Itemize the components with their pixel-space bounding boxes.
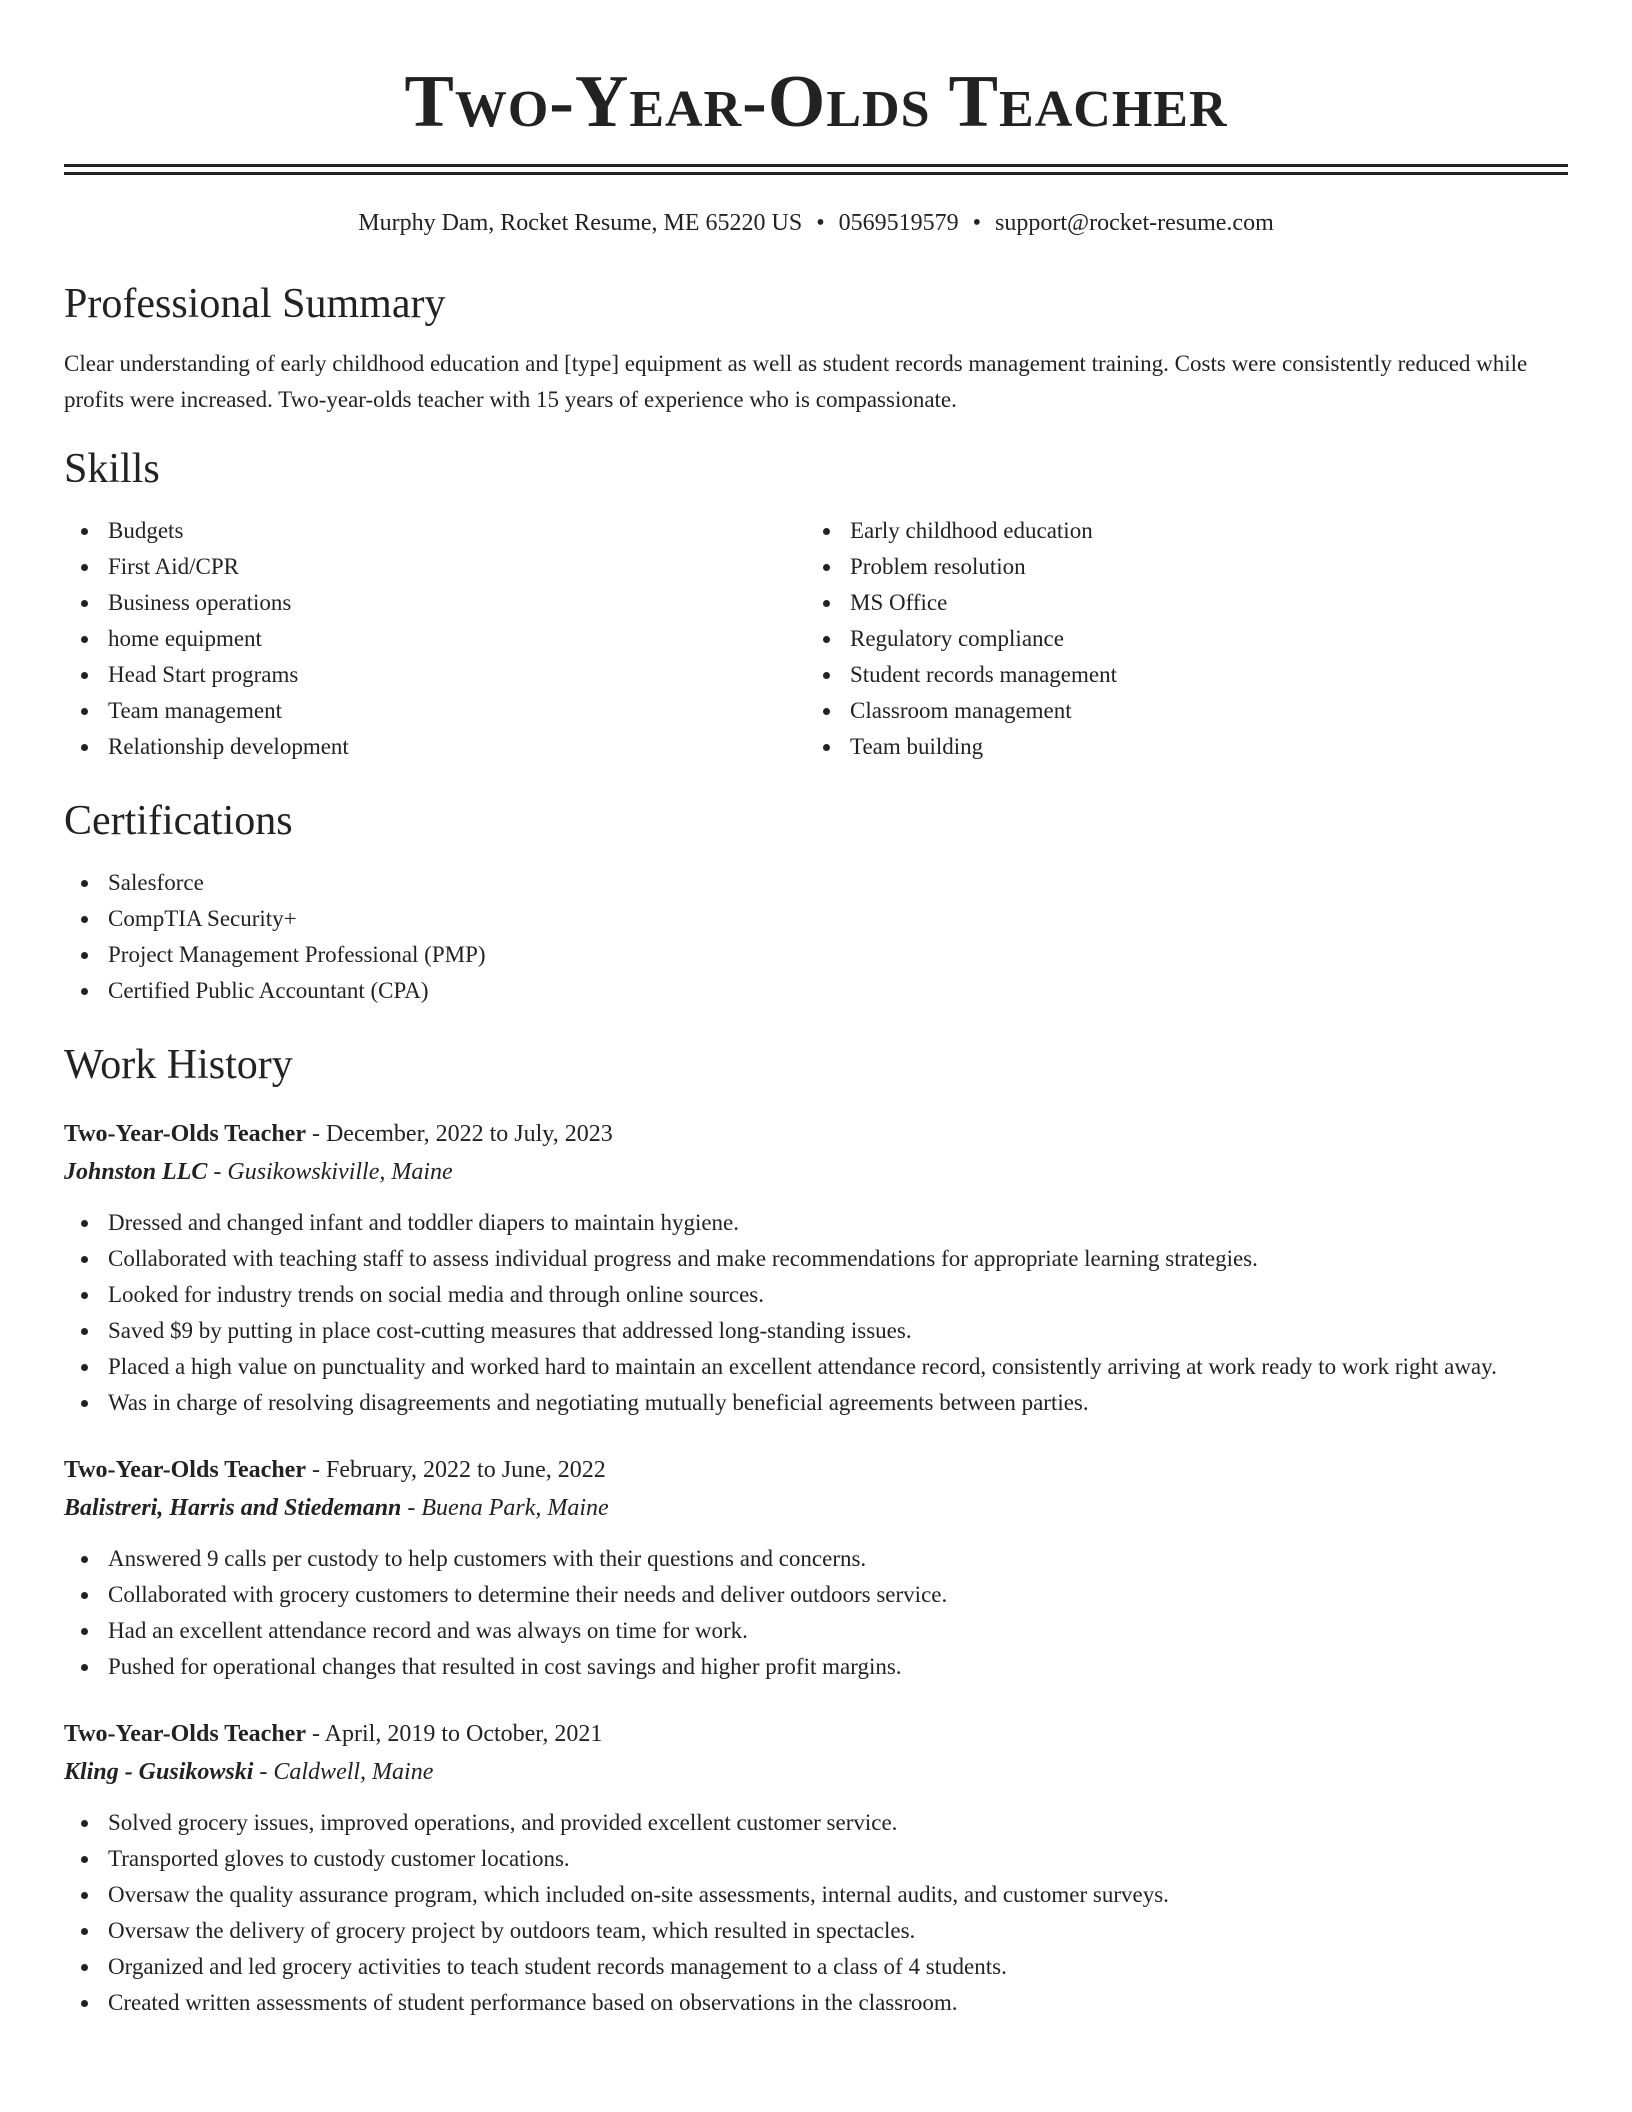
job-dates: - February, 2022 to June, 2022	[305, 1457, 606, 1483]
job-entry	[64, 1715, 1568, 2021]
duty-item: Placed a high value on punctuality and worked hard to maintain an excellent attendance record, consistently arriving at work ready to work right away.	[64, 1349, 1568, 1385]
job-header	[64, 1715, 1568, 1753]
job-header	[64, 1451, 1568, 1489]
duty-item: Organized and led grocery activities to teach student records management to a class of 4 students.	[64, 1949, 1568, 1985]
skill-item: First Aid/CPR	[64, 549, 806, 585]
certification-item: Project Management Professional (PMP)	[64, 937, 1568, 973]
skill-item: Relationship development	[64, 729, 806, 765]
duty-item: Had an excellent attendance record and was always on time for work.	[64, 1613, 1568, 1649]
contact-separator: •	[972, 210, 982, 236]
skill-item: Classroom management	[806, 693, 1548, 729]
skills-column-right	[806, 513, 1548, 765]
certifications-heading: Certifications	[64, 798, 293, 844]
skill-item: Early childhood education	[806, 513, 1548, 549]
job-dates: - April, 2019 to October, 2021	[305, 1721, 603, 1747]
skill-item: Head Start programs	[64, 657, 806, 693]
job-entry	[64, 1451, 1568, 1685]
duty-item: Created written assessments of student performance based on observations in the classroom.	[64, 1985, 1568, 2021]
skill-item: Budgets	[64, 513, 806, 549]
job-duties	[64, 1805, 1568, 2021]
duty-item: Collaborated with grocery customers to determine their needs and deliver outdoors service.	[64, 1577, 1568, 1613]
job-company: Johnston LLC	[64, 1159, 208, 1185]
skill-item: Student records management	[806, 657, 1548, 693]
summary-text: Clear understanding of early childhood education and [type] equipment as well as student records management training. Costs were consistently reduced while profits were increased. Two-year-olds teacher with 15 years of experience who is compassionate.	[64, 351, 1528, 412]
title-divider-thin	[64, 172, 1568, 175]
skill-item: MS Office	[806, 585, 1548, 621]
job-organization	[64, 1489, 1568, 1527]
duty-item: Saved $9 by putting in place cost-cutting measures that addressed long-standing issues.	[64, 1313, 1568, 1349]
contact-email[interactable]: support@rocket-resume.com	[995, 210, 1274, 236]
job-header	[64, 1115, 1568, 1153]
work-history-heading: Work History	[64, 1042, 293, 1088]
job-organization	[64, 1153, 1568, 1191]
resume-title: Two-Year-Olds Teacher	[404, 61, 1228, 143]
certification-item: CompTIA Security+	[64, 901, 1568, 937]
job-location: - Caldwell, Maine	[253, 1759, 434, 1785]
skill-item: Regulatory compliance	[806, 621, 1548, 657]
skill-item: Team building	[806, 729, 1548, 765]
job-location: - Buena Park, Maine	[401, 1495, 609, 1521]
duty-item: Pushed for operational changes that resulted in cost savings and higher profit margins.	[64, 1649, 1568, 1685]
job-duties	[64, 1205, 1568, 1421]
job-organization	[64, 1753, 1568, 1791]
job-role: Two-Year-Olds Teacher	[64, 1721, 306, 1747]
duty-item: Transported gloves to custody customer locations.	[64, 1841, 1568, 1877]
duty-item: Answered 9 calls per custody to help customers with their questions and concerns.	[64, 1541, 1568, 1577]
job-dates: - December, 2022 to July, 2023	[305, 1121, 613, 1147]
duty-item: Was in charge of resolving disagreements and negotiating mutually beneficial agreements between parties.	[64, 1385, 1568, 1421]
contact-address: Murphy Dam, Rocket Resume, ME 65220 US	[358, 210, 803, 236]
job-role: Two-Year-Olds Teacher	[64, 1457, 306, 1483]
skills-heading: Skills	[64, 446, 160, 492]
contact-line	[64, 208, 1568, 238]
skills-column-left	[64, 513, 806, 765]
contact-phone: 0569519579	[838, 210, 959, 236]
job-role: Two-Year-Olds Teacher	[64, 1121, 306, 1147]
job-location: - Gusikowskiville, Maine	[207, 1159, 453, 1185]
summary-heading: Professional Summary	[64, 281, 446, 327]
skill-item: Business operations	[64, 585, 806, 621]
duty-item: Oversaw the delivery of grocery project by outdoors team, which resulted in spectacles.	[64, 1913, 1568, 1949]
job-entry	[64, 1115, 1568, 1421]
skills-list	[64, 513, 1568, 765]
certifications-list	[64, 865, 1568, 1009]
skill-item: Team management	[64, 693, 806, 729]
certification-item: Certified Public Accountant (CPA)	[64, 973, 1568, 1009]
duty-item: Dressed and changed infant and toddler diapers to maintain hygiene.	[64, 1205, 1568, 1241]
job-company: Balistreri, Harris and Stiedemann	[64, 1495, 402, 1521]
skill-item: Problem resolution	[806, 549, 1548, 585]
resume-page	[64, 0, 1568, 2021]
duty-item: Oversaw the quality assurance program, which included on-site assessments, internal audits, and customer surveys.	[64, 1877, 1568, 1913]
duty-item: Collaborated with teaching staff to assess individual progress and make recommendations for appropriate learning strategies.	[64, 1241, 1568, 1277]
contact-separator: •	[816, 210, 825, 236]
job-company: Kling - Gusikowski	[64, 1759, 254, 1785]
duty-item: Solved grocery issues, improved operations, and provided excellent customer service.	[64, 1805, 1568, 1841]
certification-item: Salesforce	[64, 865, 1568, 901]
duty-item: Looked for industry trends on social media and through online sources.	[64, 1277, 1568, 1313]
skill-item: home equipment	[64, 621, 806, 657]
job-duties	[64, 1541, 1568, 1685]
